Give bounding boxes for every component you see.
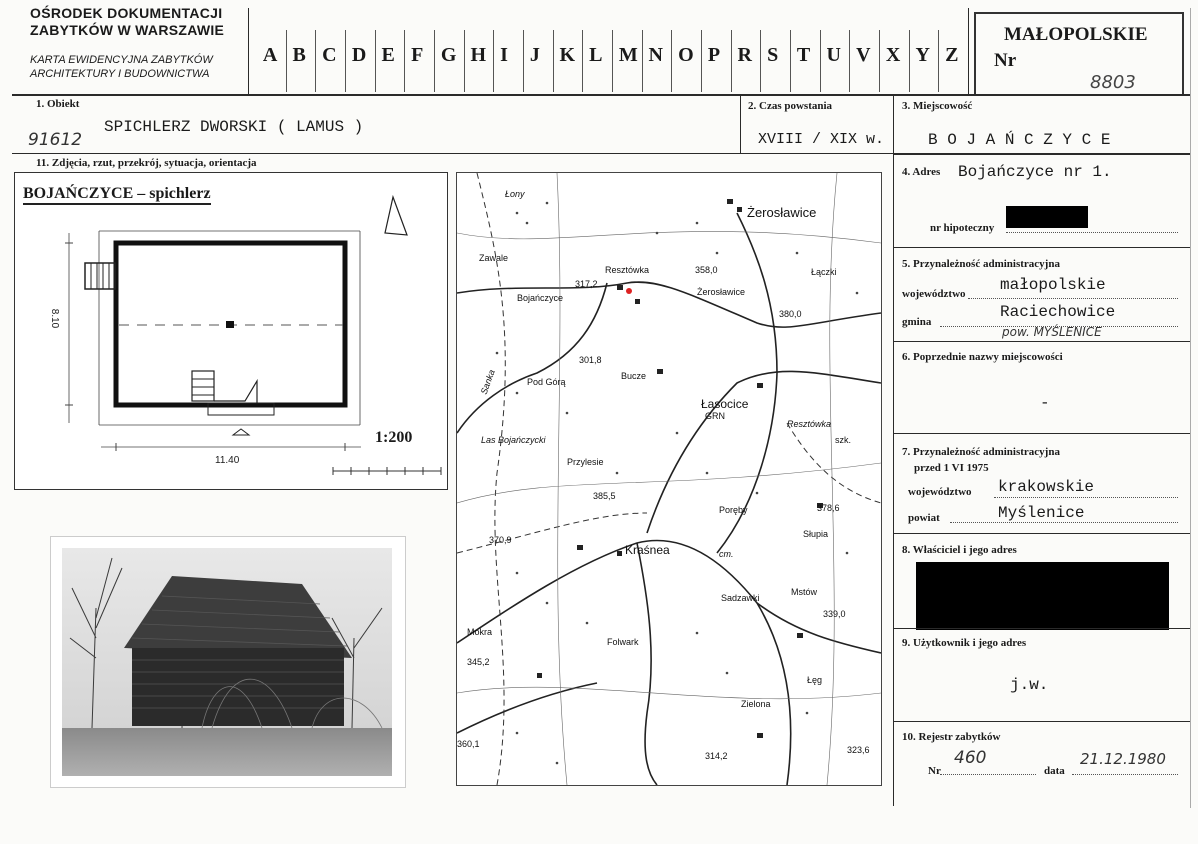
map-label-378-6: 378,6 — [817, 503, 840, 513]
class-letter-l: L — [589, 44, 603, 66]
obiekt-label: 1. Obiekt — [36, 98, 80, 110]
hipoteczny-label: nr hipoteczny — [930, 222, 995, 234]
czas-label: 2. Czas powstania — [748, 100, 833, 112]
class-letter-d: D — [351, 44, 367, 66]
wojewodztwo1975-label: województwo — [908, 486, 972, 498]
map-label-folwark: Folwark — [607, 637, 639, 647]
map-label-resztowka-2: Resztówka — [787, 419, 832, 429]
map-label-leg: Łęg — [807, 675, 823, 685]
region-box — [974, 12, 1184, 96]
redacted-hipoteczny — [1006, 206, 1088, 228]
map-label-poreby: Poręby — [719, 505, 748, 515]
wojewodztwo-label: województwo — [902, 288, 966, 300]
class-letter-p: P — [707, 44, 721, 66]
wojewodztwo-value: małopolskie — [1000, 276, 1106, 294]
map-label-360-1: 360,1 — [457, 739, 480, 749]
map-label-zeroslawice: Żerosławice — [697, 287, 746, 297]
map-label-przylesie: Przylesie — [567, 457, 604, 467]
institution-name: OŚRODEK DOKUMENTACJI ZABYTKÓW W WARSZAWIE — [30, 5, 225, 38]
powiat-value: Myślenice — [998, 504, 1085, 522]
poprzednie-label: 6. Poprzednie nazwy miejscowości — [902, 351, 1063, 363]
uzytkownik-value: j.w. — [1010, 676, 1049, 694]
obiekt-side-number: 91612 — [28, 130, 83, 150]
map-label-339-0: 339,0 — [823, 609, 846, 619]
map-label-las-bojanczycki: Las Bojańczycki — [481, 435, 546, 445]
class-letter-m: M — [618, 44, 638, 66]
map-label-lasocice: Łasocice — [701, 397, 749, 411]
miejscowosc-value: B O J A Ń C Z Y C E — [928, 131, 1111, 149]
pow-value: pow. MYŚLENICE — [1002, 325, 1102, 339]
class-letter-f: F — [411, 44, 424, 66]
class-letter-h: H — [470, 44, 487, 66]
rejestr-label: 10. Rejestr zabytków — [902, 731, 1001, 743]
map-label-resztowka: Resztówka — [605, 265, 650, 275]
map-label-314-2: 314,2 — [705, 751, 728, 761]
map-label-sanka: Sanka — [478, 368, 497, 396]
class-letter-e: E — [381, 44, 395, 66]
class-letter-n: N — [648, 44, 663, 66]
map-label-370-9: 370,9 — [489, 535, 512, 545]
granary-photo — [62, 548, 392, 776]
rejestr-data-label: data — [1044, 765, 1065, 777]
zdjecia-label: 11. Zdjęcia, rzut, przekrój, sytuacja, orientacja — [36, 157, 257, 169]
wlasciciel-label: 8. Właściciel i jego adres — [902, 544, 1017, 556]
redacted-owner — [916, 562, 1169, 630]
class-letter-s: S — [767, 44, 779, 66]
map-label-mstow: Mstów — [791, 587, 818, 597]
map-label-345-2: 345,2 — [467, 657, 490, 667]
plan-dim-width: 11.40 — [215, 455, 240, 466]
map-label-323-6: 323,6 — [847, 745, 870, 755]
map-label-358-0: 358,0 — [695, 265, 718, 275]
map-label-sadzawki: Sadzawki — [721, 593, 760, 603]
nr-label: Nr — [994, 50, 1017, 71]
floor-plan — [14, 172, 448, 490]
class-letter-z: Z — [945, 44, 959, 66]
rejestr-nr-value: 460 — [954, 748, 987, 768]
card-type: KARTA EWIDENCYJNA ZABYTKÓW ARCHITEKTURY I BUDOWNICTWA — [30, 54, 213, 80]
class-letter-x: X — [885, 44, 901, 66]
region-name: MAŁOPOLSKIE — [1004, 24, 1148, 45]
header — [0, 0, 1198, 96]
plan-title: BOJAŃCZYCE – spichlerz — [23, 185, 211, 205]
poprzednie-value: - — [1040, 394, 1050, 412]
map-label-slupia: Słupia — [803, 529, 829, 539]
map-label-zawale: Zawale — [479, 253, 509, 263]
map-label-krasne: Kraśnea — [625, 543, 670, 557]
map-label-grn: GRN — [705, 411, 725, 421]
adres-label: 4. Adres — [902, 166, 941, 178]
wojewodztwo1975-value: krakowskie — [998, 478, 1095, 496]
map-label-385-5: 385,5 — [593, 491, 616, 501]
map-label-301-8: 301,8 — [579, 355, 602, 365]
powiat-label: powiat — [908, 512, 940, 524]
przynaleznosc-label: 5. Przynależność administracyjna — [902, 258, 1060, 270]
map-label-cm: cm. — [719, 549, 734, 559]
class-letter-o: O — [678, 44, 694, 66]
uzytkownik-label: 9. Użytkownik i jego adres — [902, 637, 1027, 649]
rejestr-nr-label: Nr — [928, 765, 941, 777]
class-letter-t: T — [796, 44, 811, 66]
map-label-317-2: 317,2 — [575, 279, 598, 289]
class-letter-y: Y — [915, 44, 930, 66]
class-letter-u: U — [826, 44, 841, 66]
obiekt-value: SPICHLERZ DWORSKI ( LAMUS ) — [104, 118, 364, 136]
class-letter-c: C — [322, 44, 337, 66]
adres-value: Bojańczyce nr 1. — [958, 163, 1112, 181]
rejestr-data-value: 21.12.1980 — [1080, 750, 1166, 768]
photo-frame — [50, 536, 406, 788]
class-letter-k: K — [559, 44, 576, 66]
map-label-szk: szk. — [835, 435, 852, 445]
location-map — [456, 172, 882, 786]
map-label-zeroslawice-big: Żerosławice — [747, 205, 817, 220]
map-label-mokra: Mokra — [467, 627, 493, 637]
class-letter-v: V — [856, 44, 871, 66]
map-label-380-0: 380,0 — [779, 309, 802, 319]
class-letter-g: G — [440, 44, 457, 66]
gmina-value: Raciechowice — [1000, 303, 1116, 321]
registry-number: 8803 — [1090, 72, 1136, 93]
class-letter-j: J — [529, 44, 540, 66]
map-label-bucze: Bucze — [621, 371, 647, 381]
map-drawing — [457, 173, 881, 785]
map-label-zielona: Zielona — [741, 699, 771, 709]
map-label-lony: Łony — [505, 189, 525, 199]
class-letter-i: I — [500, 44, 508, 66]
plan-dim-height: 8.10 — [49, 308, 61, 329]
class-letter-r: R — [737, 44, 752, 66]
przynaleznosc1975-sublabel: przed 1 VI 1975 — [914, 462, 989, 474]
map-label-bojanczyce: Bojańczyce — [517, 293, 564, 303]
map-label-laczki: Łączki — [811, 267, 837, 277]
miejscowosc-label: 3. Miejscowość — [902, 100, 973, 112]
gmina-label: gmina — [902, 316, 932, 328]
plan-scale: 1:200 — [375, 429, 413, 446]
class-letter-a: A — [262, 44, 278, 66]
class-letter-b: B — [292, 44, 306, 66]
przynaleznosc1975-label: 7. Przynależność administracyjna — [902, 446, 1060, 458]
map-label-pod-gora: Pod Górą — [527, 377, 566, 387]
czas-value: XVIII / XIX w. — [758, 131, 885, 148]
